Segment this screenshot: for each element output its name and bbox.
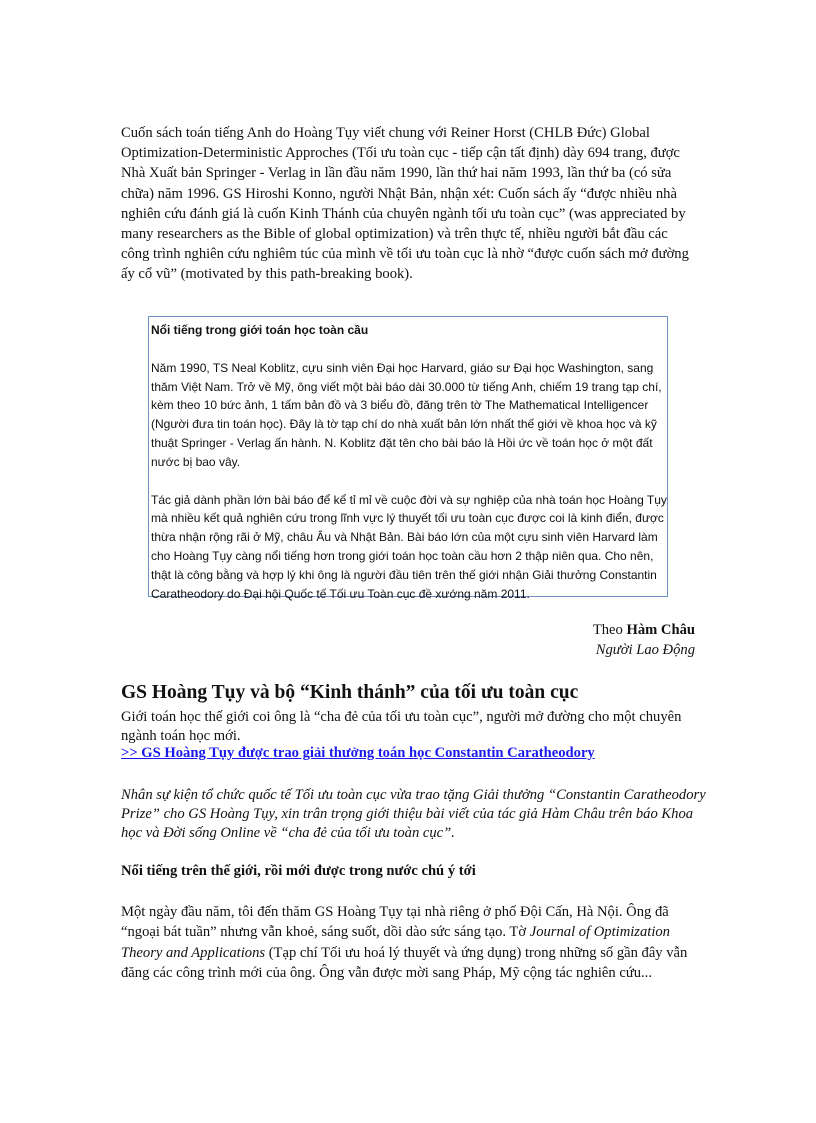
- credit-author: Hàm Châu: [626, 622, 695, 638]
- credit-prefix: Theo: [592, 622, 623, 638]
- editor-note: Nhân sự kiện tổ chức quốc tế Tối ưu toàn cục vừa trao tặng Giải thưởng “Constantin Caratheodory Prize” cho GS Hoàng Tụy, xin trân trọng giới thiệu bài viết của tác giả Hàm Châu trên báo Khoa học và Đời sống Online về “cha đẻ của tối ưu toàn cục”.: [121, 787, 706, 842]
- body-text-a: Một ngày đầu năm, tôi đến thăm GS Hoàng Tụy tại nhà riêng ở phố Đội Cấn, Hà Nội. Ông đã “ngoại bát tuần” nhưng vẫn khoẻ, sáng suốt, dồi dào sức sáng tạo. Tờ: [121, 904, 669, 941]
- sidebar-box: [148, 316, 668, 601]
- section-subheading: Nổi tiếng trên thế giới, rồi mới được trong nước chú ý tới: [121, 863, 476, 879]
- body-text-b: (Tạp chí Tối ưu hoá lý thuyết và ứng dụng) trong những số gần đây vẫn đăng các công trình mới của ông. Ông vẫn được mời sang Pháp, Mỹ cộng tác nghiên cứu...: [121, 944, 688, 982]
- credit-line: [593, 620, 695, 640]
- award-link[interactable]: >> GS Hoàng Tụy được trao giải thưởng toán học Constantin Caratheodory: [121, 745, 595, 761]
- article-intro: Giới toán học thế giới coi ông là “cha đẻ của tối ưu toàn cục”, người mở đường cho một chuyên ngành toán học mới.: [121, 709, 682, 744]
- article-heading: GS Hoàng Tụy và bộ “Kinh thánh” của tối ưu toàn cục: [121, 682, 579, 703]
- body-paragraph: [121, 902, 696, 984]
- journal-title: Journal of Optimization Theory and Applications: [121, 924, 670, 961]
- box-paragraph-2: Tác giả dành phần lớn bài báo để kể tỉ mỉ về cuộc đời và sự nghiệp của nhà toán học Hoàng Tụy mà nhiều kết quả nghiên cứu trong lĩnh vực lý thuyết tối ưu toàn cục được coi là kinh điển, được thừa nhận rộng rãi ở Mỹ, châu Âu và Nhật Bản. Bài báo lớn của một cựu sinh viên Harvard làm cho Hoàng Tụy càng nổi tiếng hơn trong giới toán học toàn cầu hơn 2 thập niên qua. Cho nên, thật là công bằng và hợp lý khi ông là người đầu tiên trên thế giới nhận Giải thưởng Constantin Caratheodory do Đại hội Quốc tế Tối ưu Toàn cục đề xướng năm 2011.: [151, 492, 667, 601]
- intro-paragraph: Cuốn sách toán tiếng Anh do Hoàng Tụy viết chung với Reiner Horst (CHLB Đức) Global Optimization-Deterministic Approches (Tối ưu toàn cục - tiếp cận tất định) dày 694 trang, được Nhà Xuất bản Springer - Verlag in lần đầu năm 1990, lần thứ hai năm 1993, lần thứ ba (có sửa chữa) năm 1996. GS Hiroshi Konno, người Nhật Bản, nhận xét: Cuốn sách ấy “được nhiều nhà nghiên cứu đánh giá là cuốn Kinh Thánh của chuyên ngành tối ưu toàn cục” (was appreciated by many researchers as the Bible of global optimization) và trên thực tế, nhiều người bắt đầu các công trình nghiên cứu nghiêm túc của mình về tối ưu toàn cục là nhờ “được cuốn sách mở đường ấy cổ vũ” (motivated by this path-breaking book).: [121, 125, 689, 283]
- box-title: Nổi tiếng trong giới toán học toàn cầu: [151, 323, 369, 337]
- box-paragraph-1: Năm 1990, TS Neal Koblitz, cựu sinh viên Đại học Harvard, giáo sư Đại học Washington, sang thăm Việt Nam. Trở về Mỹ, ông viết một bài báo dài 30.000 từ tiếng Anh, chiếm 19 trang tạp chí, kèm theo 10 bức ảnh, 1 tấm bản đồ và 3 biểu đồ, đăng trên tờ The Mathematical Intelligencer (Người đưa tin toán học). Đây là tờ tạp chí do nhà xuất bản lớn nhất thế giới về khoa học và kỹ thuật Springer - Verlag ấn hành. N. Koblitz đặt tên cho bài báo là Hồi ức về toán học ở một đất nước bị bao vây.: [151, 360, 662, 469]
- credit-source: Người Lao Động: [595, 642, 695, 658]
- article-credit: [593, 620, 695, 660]
